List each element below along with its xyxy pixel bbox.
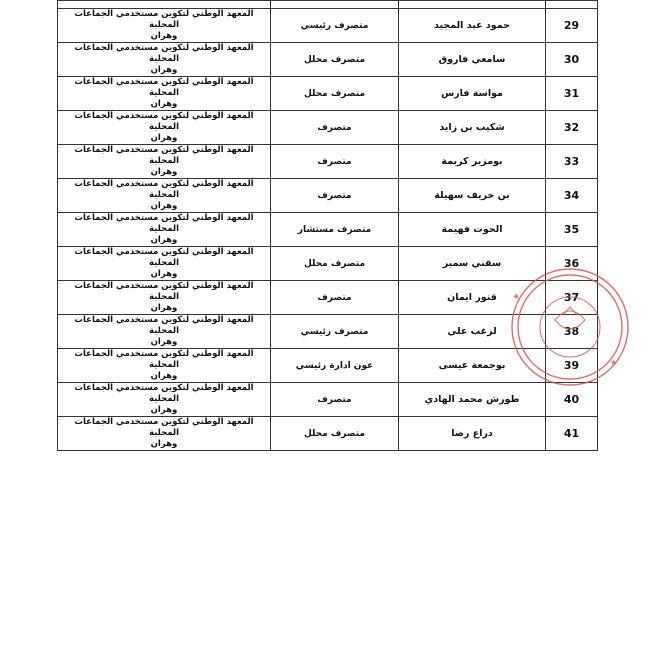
institution-city: وهران (150, 133, 178, 143)
participant-rank: متصرف محلل (271, 43, 399, 77)
svg-text:★: ★ (610, 358, 618, 367)
participant-name: شكيب بن زايد (399, 111, 546, 145)
table-row (58, 213, 598, 247)
participant-institution (58, 111, 271, 145)
participant-institution (58, 247, 271, 281)
participant-institution (58, 281, 271, 315)
institution-name: المعهد الوطني لتكوين مستخدمي الجماعات المحلية (74, 417, 254, 438)
institution-city: وهران (150, 337, 178, 347)
row-number (546, 1, 598, 9)
participant-rank: متصرف رئيسي (271, 315, 399, 349)
participant-name (399, 1, 546, 9)
institution-city: وهران (150, 303, 178, 313)
participant-rank: متصرف (271, 111, 399, 145)
table-row (58, 281, 598, 315)
institution-name: المعهد الوطني لتكوين مستخدمي الجماعات المحلية (74, 179, 254, 200)
row-number: 40 (546, 383, 598, 417)
table-row (58, 145, 598, 179)
row-number: 37 (546, 281, 598, 315)
row-number: 39 (546, 349, 598, 383)
institution-city: وهران (150, 235, 178, 245)
institution-name: المعهد الوطني لتكوين مستخدمي الجماعات المحلية (74, 383, 254, 404)
participant-rank: متصرف رئيسي (271, 9, 399, 43)
participant-institution (58, 417, 271, 451)
participants-table (57, 0, 598, 451)
participant-rank: متصرف (271, 145, 399, 179)
institution-name: المعهد الوطني لتكوين مستخدمي الجماعات المحلية (74, 281, 254, 302)
row-number: 33 (546, 145, 598, 179)
institution-name: المعهد الوطني لتكوين مستخدمي الجماعات المحلية (74, 77, 254, 98)
participant-institution (58, 213, 271, 247)
institution-name: المعهد الوطني لتكوين مستخدمي الجماعات المحلية (74, 213, 254, 234)
row-number: 30 (546, 43, 598, 77)
institution-name: المعهد الوطني لتكوين مستخدمي الجماعات المحلية (74, 349, 254, 370)
table-row (58, 9, 598, 43)
row-number: 31 (546, 77, 598, 111)
table-row (58, 111, 598, 145)
institution-name: المعهد الوطني لتكوين مستخدمي الجماعات المحلية (74, 145, 254, 166)
participant-rank (271, 1, 399, 9)
participant-name: سقني سمير (399, 247, 546, 281)
participant-rank: متصرف محلل (271, 247, 399, 281)
table-row (58, 43, 598, 77)
institution-name: المعهد الوطني لتكوين مستخدمي الجماعات المحلية (74, 315, 254, 336)
institution-city: وهران (150, 269, 178, 279)
row-number: 38 (546, 315, 598, 349)
participant-name: الحوت فهيمة (399, 213, 546, 247)
table-row (58, 383, 598, 417)
participant-name: قنور ايمان (399, 281, 546, 315)
row-number: 35 (546, 213, 598, 247)
svg-text:★: ★ (511, 290, 522, 302)
participant-name: لزغب علي (399, 315, 546, 349)
table-row (58, 349, 598, 383)
row-number: 41 (546, 417, 598, 451)
participant-institution (58, 43, 271, 77)
participants-table-body (58, 1, 598, 451)
institution-city: وهران (150, 201, 178, 211)
row-number: 36 (546, 247, 598, 281)
participant-name: حمود عبد المجيد (399, 9, 546, 43)
institution-city: وهران (150, 65, 178, 75)
row-number: 29 (546, 9, 598, 43)
participant-institution (58, 145, 271, 179)
institution-city: وهران (150, 371, 178, 381)
table-row (58, 77, 598, 111)
participant-rank: متصرف مستشار (271, 213, 399, 247)
institution-city: وهران (150, 439, 178, 449)
participant-rank: متصرف (271, 179, 399, 213)
institution-name: المعهد الوطني لتكوين مستخدمي الجماعات المحلية (74, 111, 254, 132)
table-row (58, 417, 598, 451)
institution-name: المعهد الوطني لتكوين مستخدمي الجماعات المحلية (74, 43, 254, 64)
participant-institution (58, 383, 271, 417)
row-number: 34 (546, 179, 598, 213)
institution-city: وهران (150, 405, 178, 415)
participant-name: سامعي فاروق (399, 43, 546, 77)
participant-rank: عون ادارة رئيسي (271, 349, 399, 383)
table-row (58, 247, 598, 281)
participant-institution (58, 179, 271, 213)
participant-rank: متصرف محلل (271, 417, 399, 451)
institution-city: وهران (150, 167, 178, 177)
participant-name: بن خريف سهيلة (399, 179, 546, 213)
participant-institution (58, 315, 271, 349)
table-row (58, 179, 598, 213)
participant-institution (58, 349, 271, 383)
participant-rank: متصرف (271, 383, 399, 417)
participant-institution (58, 9, 271, 43)
participant-name: طورش محمد الهادي (399, 383, 546, 417)
participant-name: بوجمعة عيسى (399, 349, 546, 383)
participant-institution (58, 77, 271, 111)
participant-rank: متصرف (271, 281, 399, 315)
row-number: 32 (546, 111, 598, 145)
participant-rank: متصرف محلل (271, 77, 399, 111)
institution-name: المعهد الوطني لتكوين مستخدمي الجماعات المحلية (74, 247, 254, 268)
participant-institution (58, 1, 271, 9)
table-row (58, 315, 598, 349)
institution-city: وهران (150, 31, 178, 41)
participant-name: بومزير كريمة (399, 145, 546, 179)
participant-name: مواسة فارس (399, 77, 546, 111)
institution-city: وهران (150, 99, 178, 109)
table-row-partial (58, 1, 598, 9)
institution-name: المعهد الوطني لتكوين مستخدمي الجماعات المحلية (74, 9, 254, 30)
participant-name: دراع رضا (399, 417, 546, 451)
